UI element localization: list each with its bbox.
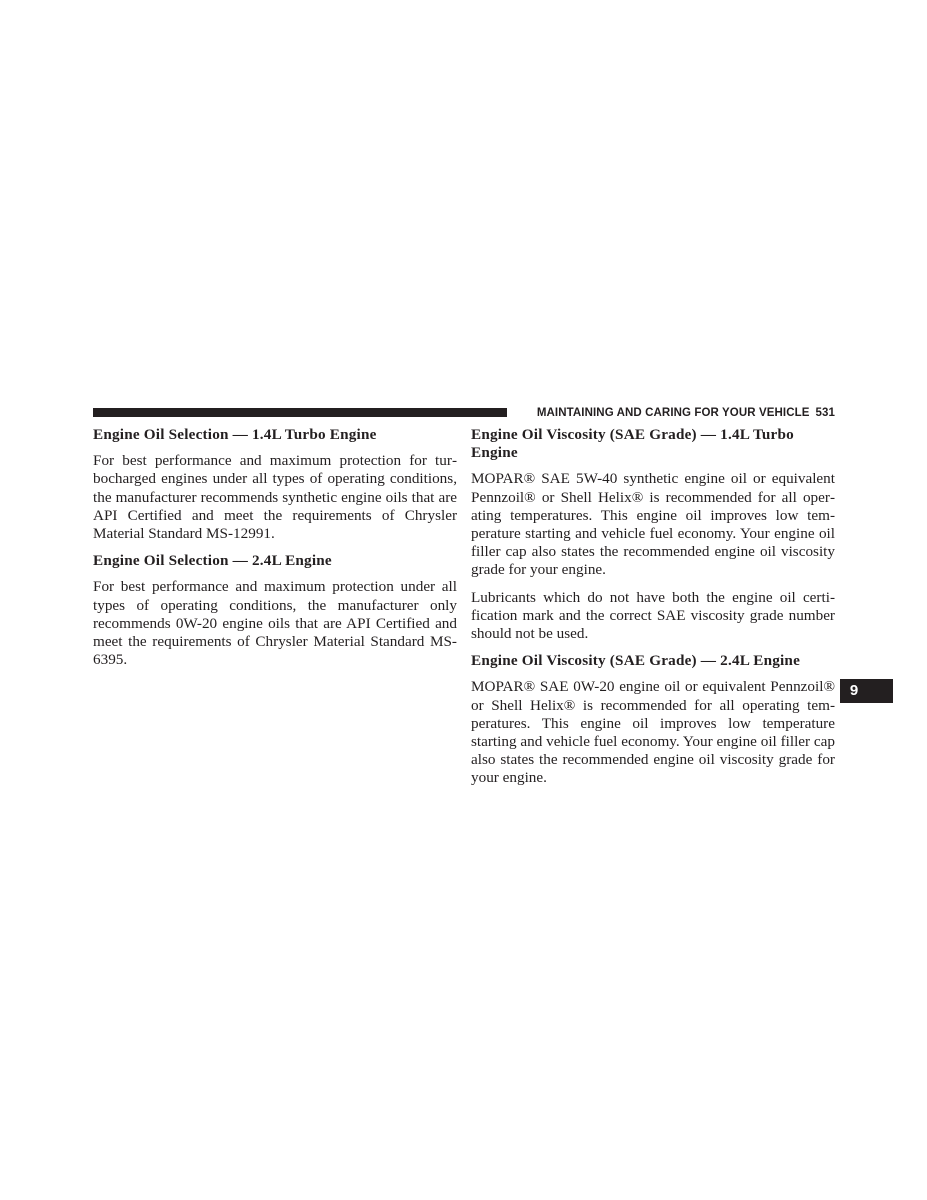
body-paragraph: For best performance and maximum protection for turbocharged engines under all types of operating conditions, the manufacturer recommends synthetic engine oils that are API Certified and meet the requirements of Chrysler Material Standard MS-12991. <box>93 452 457 543</box>
header-rule <box>93 408 507 417</box>
body-paragraph: MOPAR® SAE 0W-20 engine oil or equivalent Pennzoil® or Shell Helix® is recommended for all operating temperatures. This engine oil improves low temperature starting and vehicle fuel economy. Your engine oil filler cap also states the recommended engine oil viscosity grade for your engine. <box>471 678 835 787</box>
body-paragraph: Lubricants which do not have both the engine oil certification mark and the correct SAE viscosity grade number should not be used. <box>471 588 835 643</box>
section-heading: Engine Oil Selection — 1.4L Turbo Engine <box>93 426 377 443</box>
chapter-tab <box>840 679 893 703</box>
chapter-number: 9 <box>849 682 859 699</box>
body-paragraph: MOPAR® SAE 5W-40 synthetic engine oil or equivalent Pennzoil® or Shell Helix® is recommended for all operating temperatures. This engine oil improves low temperature starting and vehicle fuel economy. Your engine oil filler cap also states the recommended engine oil viscosity grade for your engine. <box>471 470 835 579</box>
section-heading: Engine Oil Viscosity (SAE Grade) — 2.4L Engine <box>471 652 801 670</box>
page-number: 531 <box>815 407 835 419</box>
left-column <box>93 426 457 678</box>
right-column <box>471 426 835 797</box>
section-heading: Engine Oil Viscosity (SAE Grade) — 1.4L Turbo Engine <box>471 426 794 462</box>
section-title: MAINTAINING AND CARING FOR YOUR VEHICLE <box>536 407 810 419</box>
running-header <box>512 405 835 421</box>
section-heading: Engine Oil Selection — 2.4L Engine <box>93 552 332 570</box>
body-paragraph: For best performance and maximum protection under all types of operating conditions, the manufacturer only recommends 0W-20 engine oils that are API Certified and meet the requirements of Chrysler Material Standard MS-6395. <box>93 578 457 669</box>
